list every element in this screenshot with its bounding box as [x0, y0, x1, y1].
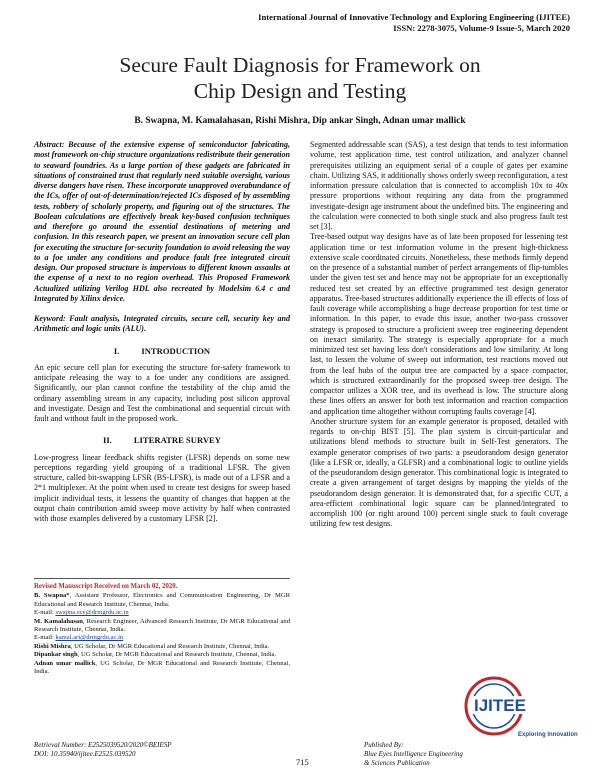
email-link[interactable]: swapna.ece@drmgrdu.ac.in [55, 609, 129, 617]
author-note-5 [34, 660, 290, 677]
author-note-text: , UG Scholar, Dr MGR Educational and Research Institute, Chennai, India. [77, 651, 277, 659]
page-number: 715 [296, 757, 309, 767]
introduction-paragraph: An epic secure cell plan for executing the structure for-safety framework to anticipate releasing the way to a foe under any conditions are assigned. Significantly, our plan cannot confine the testability of the chip amid the ordinary assembling stream in any capacity, including post silicon approval and investigate. Design and Test the combinational and sequential circuit with fault and without fault in the proposed work. [34, 362, 290, 423]
author-note-text: , Research Engineer, Advanced Research Institute, Dr MGR Educational and Research Institute, Chennai, India. [34, 617, 291, 634]
author-email-2 [34, 634, 290, 642]
doi: DOI: 10.35940/ijitee.E2525.039520 [34, 750, 136, 758]
section-heading-introduction [34, 346, 290, 356]
revised-note: Revised Manuscript Received on March 02, 2020. [34, 583, 178, 590]
email-label: E-mail: [34, 634, 56, 642]
author-note-name: Dipankar singh [34, 651, 78, 659]
author-note-text: , Assistant Professor, Electronics and Communication Engineering, Dr MGR Educational and Research Institute, Chennai, India. [34, 592, 290, 608]
paper-title [0, 52, 600, 104]
email-link[interactable]: kamal.ari@drmgrdu.ac.in [55, 634, 124, 642]
author-note-4 [34, 651, 290, 659]
author-note-3 [34, 643, 290, 651]
right-column [310, 140, 568, 530]
publisher-name-2: & Sciences Publication [364, 759, 430, 767]
published-by: Published By: [364, 741, 404, 749]
author-note-name: Rishi Mishra [34, 642, 71, 650]
keywords: Keyword: Fault analysis, Integrated circuits, secure cell, security key and Arithmetic and logic units (ALU). [34, 314, 290, 334]
journal-name: International Journal of Innovative Technology and Exploring Engineering (IJITEE) [258, 12, 570, 22]
footer-left [34, 741, 172, 759]
section-title: LITERATRE SURVEY [133, 435, 221, 446]
retrieval-number: Retrieval Number: E2525039520/2020©BEIESP [34, 741, 172, 749]
literature-paragraph: Low-progress linear feedback shifts register (LFSR) depends on some new perceptions regarding yield grouping of a traditional LFSR. The given structure, called bit-swapping LFSR (BS-LFSR), is made out of a LFSR and a 2*1 multiplexer. At the point when used to create test designs for sweep based implicit individual tests, it lessens the quantity of changes that happen at the output chain contribution amid sweep move activity by half when contrasted with those examples delivered by a customary LFSR [2]. [34, 452, 290, 523]
publisher-name: Blue Eyes Intelligence Engineering [364, 750, 463, 758]
author-note-name: Adnan umar mallick [34, 659, 96, 667]
title-line-1: Secure Fault Diagnosis for Framework on [119, 53, 481, 77]
section-title: INTRODUCTION [141, 345, 211, 356]
author-note-name: M. Kamalahasan [34, 617, 83, 625]
author-note-2 [34, 618, 290, 635]
section-number: I. [113, 345, 120, 356]
section-number: II. [102, 435, 112, 446]
email-label: E-mail: [34, 609, 56, 617]
section-heading-literature [34, 435, 290, 445]
logo-name: IJITEE [474, 696, 526, 715]
author-note-1 [34, 592, 290, 609]
body-paragraph: Another structure system for an example generator is proposed, detailed with regards to on-chip BIST [5]. The plan system is circuit-particular and utilizations blend methods to structure built in Self-Test generators. The example generator comprises of two parts: a pseudorandom design generator (like a LFSR or, ideally, a GLFSR) and a combinational logic to outline yields of the pseudorandom design generator. This combinational logic is integrated to create a given arrangement of target designs by mapping the yields of the pseudorandom design generator. It is demonstrated that, for a specific CUT, a area-efficient combinational logic square can be planned/integrated to accomplish 100 (or right around 100) percent single stuck to fault coverage utilizing few test designs. [310, 416, 568, 529]
footer-right [364, 741, 463, 768]
body-paragraph: Segmented addressable scan (SAS), a test design that tends to test information volume, test application time, test control utilization, and analyzer channel prerequisites utilizing an equipment serial of a couple of gates per examine chain. Utilizing SAS, it additionally shows orderly sweep reconfiguration, a test information pressure calculation that is connected to accomplish 10x to 40x pressure proportions without requiring any data from the programmed investigate-design age instrument about the undefined bits. The engineering and the calculation were connected to both single stuck and also progress fault test set [3]. [310, 140, 568, 231]
author-note-text: , UG Scholar, Dr MGR Educational and Research Institute, Chennai, India. [34, 659, 290, 676]
title-line-2: Chip Design and Testing [193, 79, 407, 103]
author-note-text: , UG Scholar, Dr MGR Educational and Research Institute, Chennai, India. [70, 642, 270, 650]
left-column [34, 140, 290, 524]
author-note-name: B. Swapna* [34, 592, 70, 600]
author-list: B. Swapna, M. Kamalahasan, Rishi Mishra, Dip ankar Singh, Adnan umar mallick [134, 116, 466, 126]
body-paragraph: Tree-based output way designs have as of late been proposed for lessening test application time or test information volume in the present high-thickness extensive scale coordinated circuits. Nonetheless, these methods firmly depend on the presence of a substantial number of perfect arrangements of flip-tumbles under the given test set and hence may not be appropriate for an exceptionally reduced test set created by an effective programmed test design generator apparatus. Tree-based structures additionally experience the ill effects of loss of fault coverage while accomplishing a huge decrease proportion for test time or information. In this paper, to evade this issue, another two-pass crossover strategy is proposed to structure a proficient sweep tree engineering dependent on inexact similarity. The strategy is especially appropriate for a much minimized test set having less don't considerations and low similarity. At long last, to lessen the volume of sweep out information, test reactions moved out from the leaf hubs of the output tree are compacted by a space compactor, which is structured extraordinarily for the proposed sweep tree design. The compactor utilizes a XOR tree, and its overhead is low. The structure along these lines offers an answer for both test information and reaction compaction and application time altogether without corrupting faults coverage [4]. [310, 232, 568, 416]
abstract: Abstract: Because of the extensive expense of semiconductor fabricating, most framework on-chip structure organizations redistribute their generation to seaward foundries. As a large portion of these gadgets are fabricated in situations of constrained trust that regularly need suitable oversight, various diverse dangers have risen. These incorporate unapproved overabundance of the ICs, offer of out-of-determination/rejected ICs disposed of by assembling tests, robbery of scholarly property, and figuring out of the structures. The Boolean calculations are effectively break key-based confusion techniques and therefore go around the essential destinations of metering and confusion. In this research paper, we present an innovation secure cell plan for executing the structure for-security foundation to avoid releasing the way to a foe under any conditions and produce fault free integrated circuit design. Our proposed structure is impervious to different known assaults at the expense of a next to no region overhead. This Proposed Framework Actualized utilizing Verilog HDL also recreated by Modelsim 6.4 c and Integrated by Xilinx device. [34, 140, 290, 303]
author-email-1 [34, 609, 290, 617]
ijitee-logo [440, 676, 578, 742]
journal-issn: ISSN: 2278-3075, Volume-9 Issue-5, March 2020 [393, 23, 570, 33]
author-notes [34, 578, 290, 676]
logo-ring-text: Exploring Innovation [518, 732, 578, 738]
journal-header [258, 12, 570, 34]
